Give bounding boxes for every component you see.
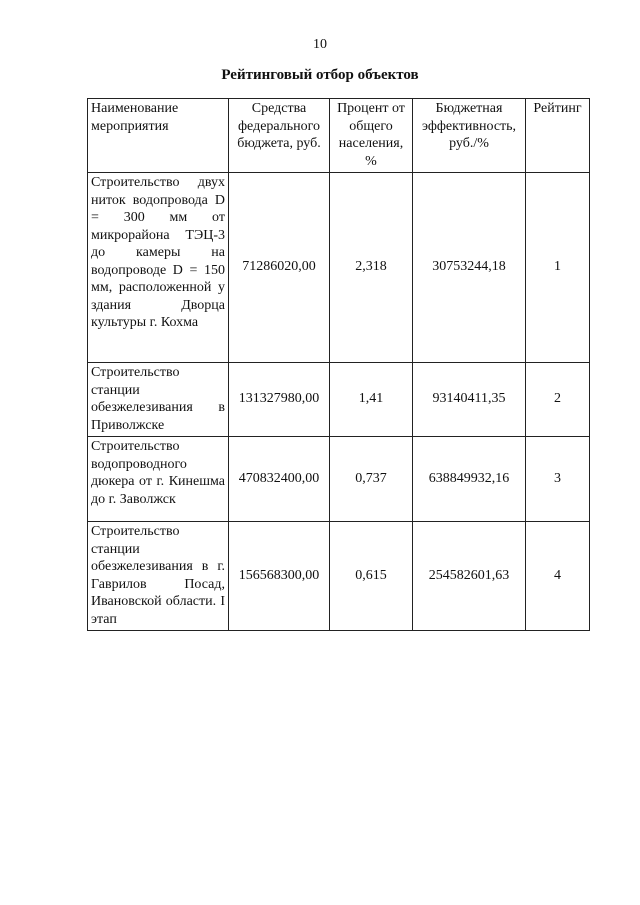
cell-population-percent: 0,615: [330, 522, 413, 631]
rating-table: [87, 98, 590, 631]
table-row: [88, 173, 590, 363]
table-header-row: [88, 99, 590, 173]
cell-rating: 3: [526, 437, 590, 522]
cell-population-percent: 0,737: [330, 437, 413, 522]
cell-rating: 1: [526, 173, 590, 363]
cell-federal-budget: 131327980,00: [229, 363, 330, 437]
header-budget-efficiency: Бюджетная эффективность, руб./%: [413, 99, 526, 173]
table-row: [88, 437, 590, 522]
header-event-name: Наименование мероприятия: [88, 99, 229, 173]
cell-federal-budget: 71286020,00: [229, 173, 330, 363]
cell-rating: 2: [526, 363, 590, 437]
cell-event-name: Строительство двух ниток водопровода D = 300 мм от микрорайона ТЭЦ-3 до камеры на водопроводе D = 150 мм, расположенной у здания Дворца культуры г. Кохма: [88, 173, 229, 363]
cell-population-percent: 2,318: [330, 173, 413, 363]
header-federal-budget: Средства федерального бюджета, руб.: [229, 99, 330, 173]
cell-event-name: Строительство станции обезжелезивания в Приволжске: [88, 363, 229, 437]
cell-population-percent: 1,41: [330, 363, 413, 437]
cell-rating: 4: [526, 522, 590, 631]
cell-federal-budget: 470832400,00: [229, 437, 330, 522]
cell-budget-efficiency: 30753244,18: [413, 173, 526, 363]
document-title: Рейтинговый отбор объектов: [221, 67, 419, 83]
cell-federal-budget: 156568300,00: [229, 522, 330, 631]
cell-event-name: Строительство водопроводного дюкера от г. Кинешма до г. Заволжск: [88, 437, 229, 522]
cell-budget-efficiency: 254582601,63: [413, 522, 526, 631]
cell-budget-efficiency: 638849932,16: [413, 437, 526, 522]
header-population-percent: Процент от общего населения, %: [330, 99, 413, 173]
table-row: [88, 522, 590, 631]
table-row: [88, 363, 590, 437]
header-rating: Рейтинг: [526, 99, 590, 173]
cell-budget-efficiency: 93140411,35: [413, 363, 526, 437]
cell-event-name: Строительство станции обезжелезивания в г. Гаврилов Посад, Ивановской области. I этап: [88, 522, 229, 631]
page-number: 10: [313, 37, 327, 52]
